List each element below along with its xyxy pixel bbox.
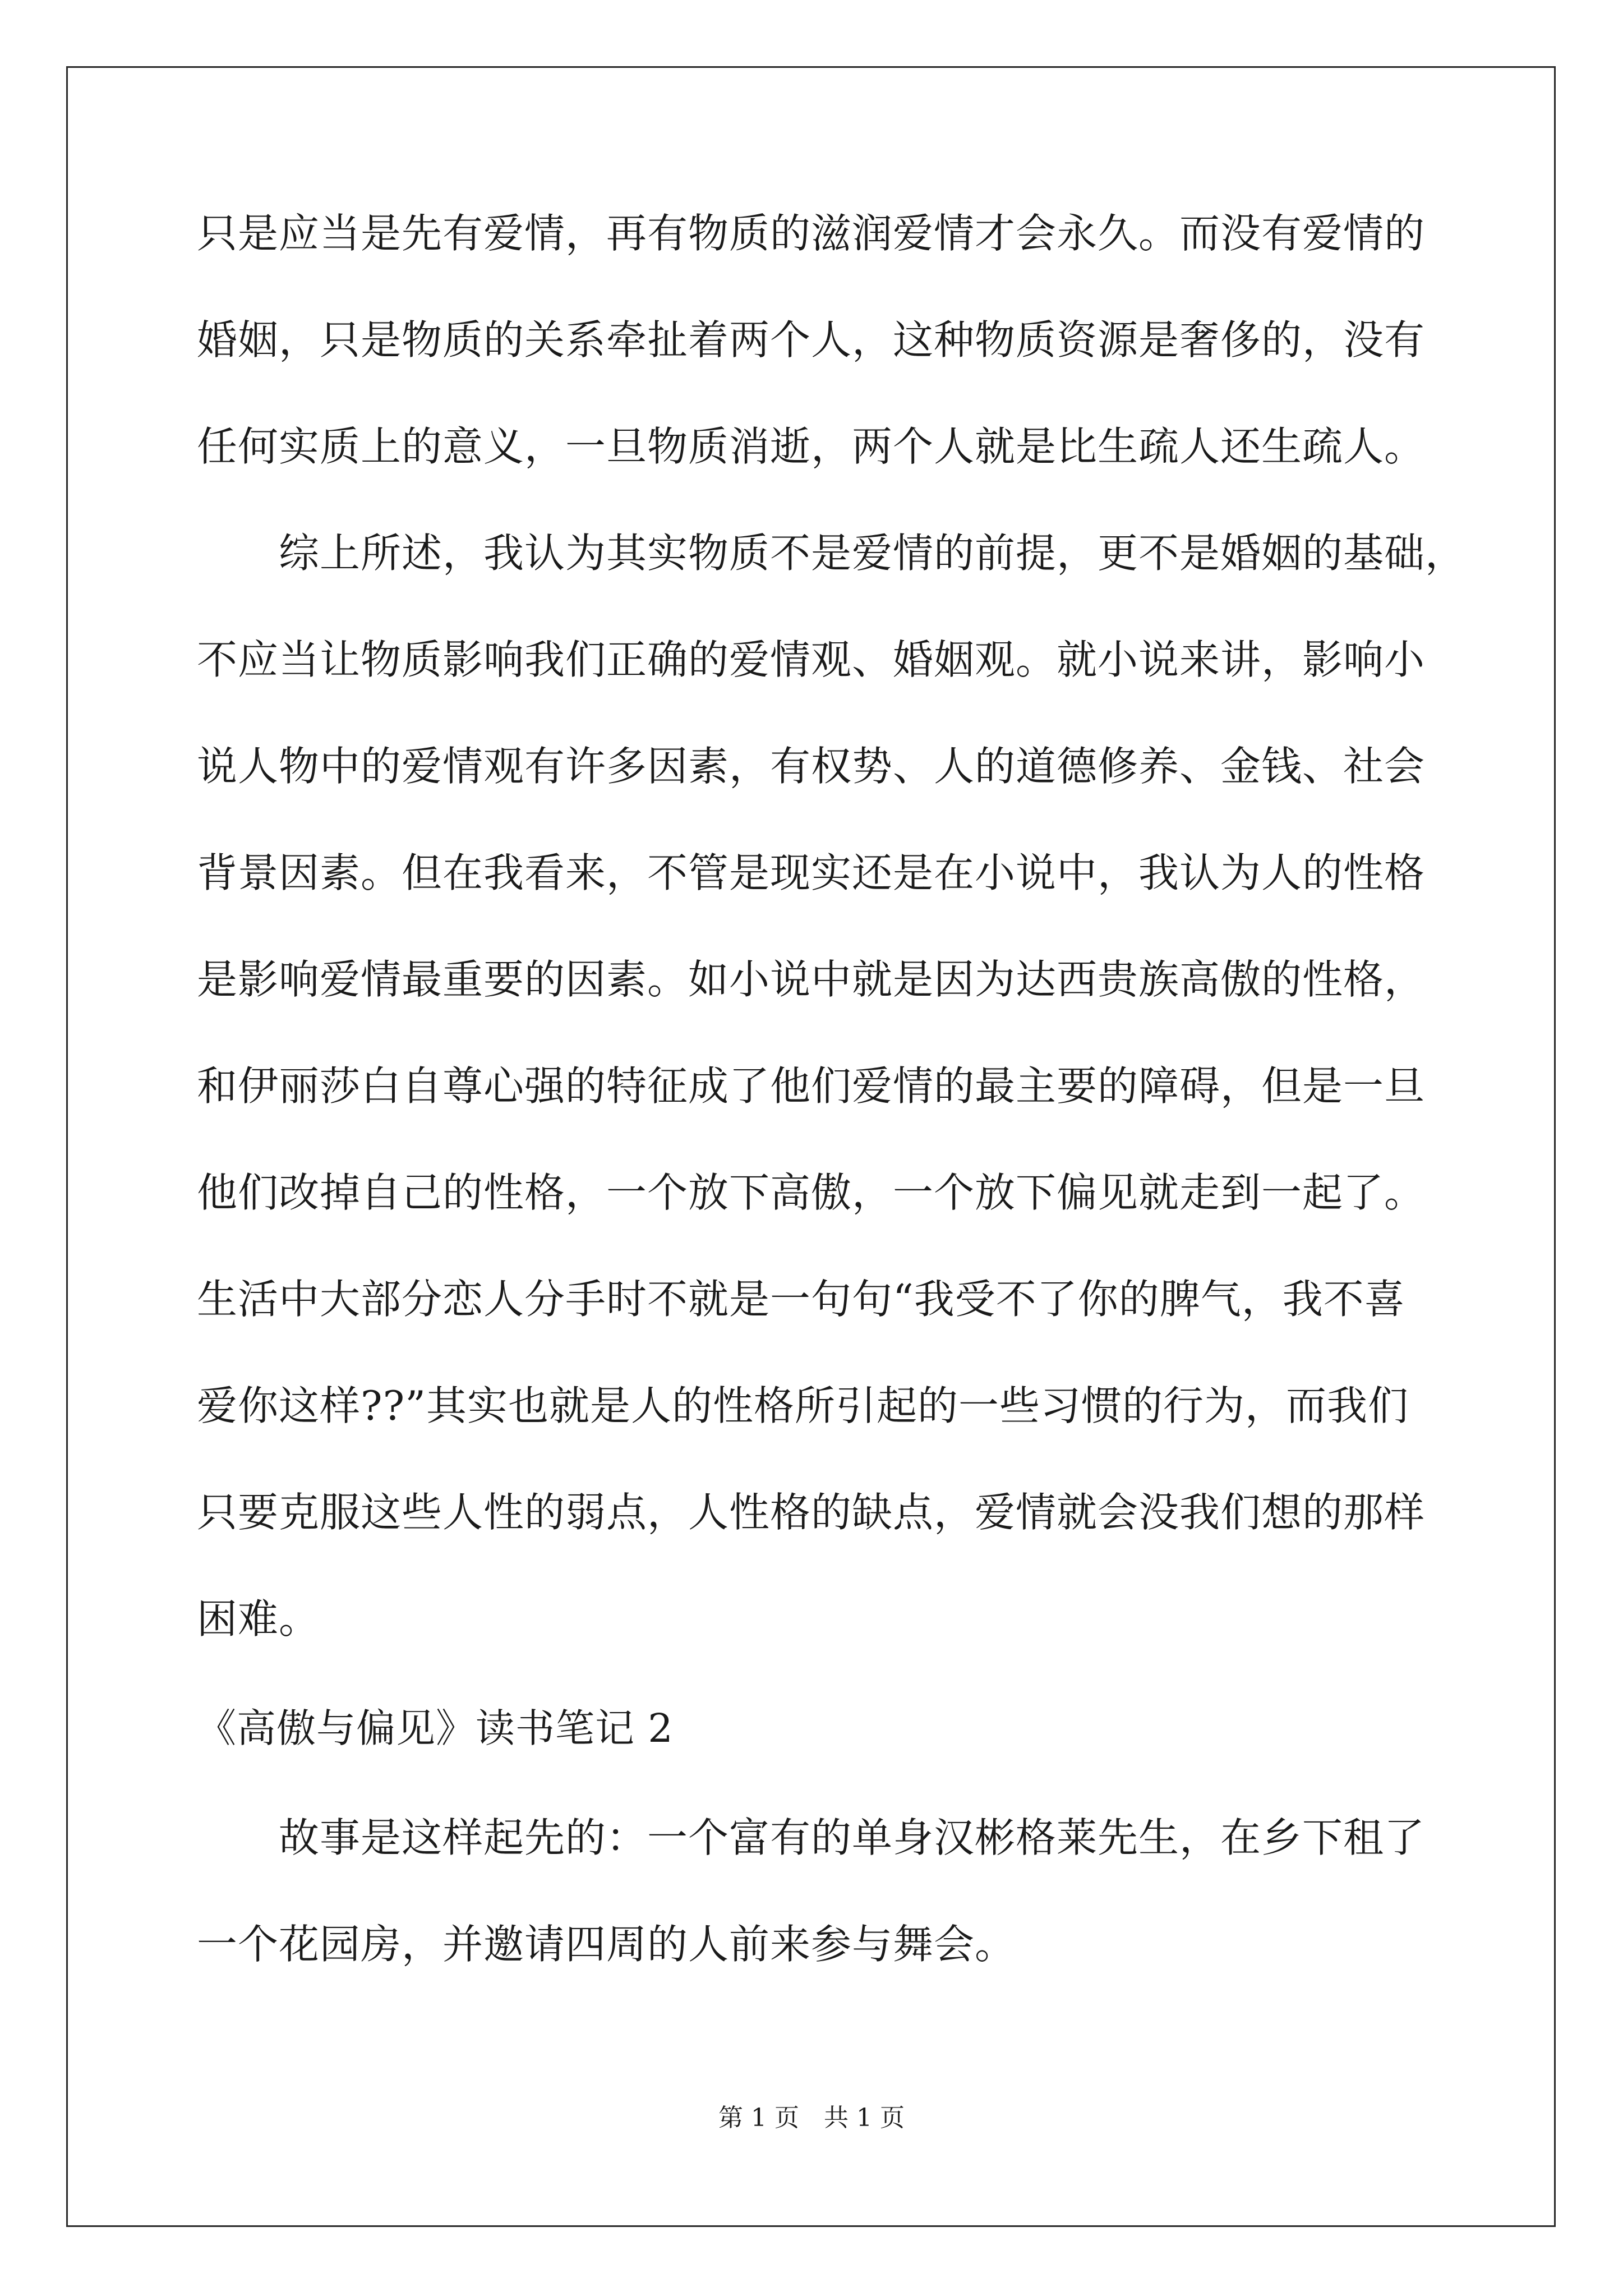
page-number-footer: 第 1 页 共 1 页 xyxy=(718,2104,905,2132)
page-border xyxy=(66,66,1556,2227)
text-line: 只是应当是先有爱情，再有物质的滋润爱情才会永久。而没有爱情的 xyxy=(197,210,1426,257)
text-line: 生活中大部分恋人分手时不就是一句句“我受不了你的脾气，我不喜 xyxy=(197,1276,1405,1323)
text-line: 不应当让物质影响我们正确的爱情观、婚姻观。就小说来讲，影响小 xyxy=(197,636,1426,683)
paragraph-first-line: 故事是这样起先的：一个富有的单身汉彬格莱先生，在乡下租了 xyxy=(279,1814,1426,1861)
text-line: 困难。 xyxy=(197,1595,320,1642)
text-line: 他们改掉自己的性格，一个放下高傲，一个放下偏见就走到一起了。 xyxy=(197,1169,1426,1216)
text-line: 说人物中的爱情观有许多因素，有权势、人的道德修养、金钱、社会 xyxy=(197,743,1426,790)
paragraph-first-line: 综上所述，我认为其实物质不是爱情的前提，更不是婚姻的基础， xyxy=(279,530,1467,577)
text-line: 一个花园房，并邀请四周的人前来参与舞会。 xyxy=(197,1921,1016,1968)
text-line: 只要克服这些人性的弱点，人性格的缺点，爱情就会没我们想的那样 xyxy=(197,1489,1426,1536)
text-line: 婚姻，只是物质的关系牵扯着两个人，这种物质资源是奢侈的，没有 xyxy=(197,316,1426,364)
text-line: 和伊丽莎白自尊心强的特征成了他们爱情的最主要的障碍，但是一旦 xyxy=(197,1062,1426,1110)
text-line: 爱你这样??”其实也就是人的性格所引起的一些习惯的行为，而我们 xyxy=(197,1382,1409,1429)
text-line: 背景因素。但在我看来，不管是现实还是在小说中，我认为人的性格 xyxy=(197,849,1426,896)
text-line: 是影响爱情最重要的因素。如小说中就是因为达西贵族高傲的性格， xyxy=(197,956,1426,1003)
section-heading: 《高傲与偏见》读书笔记 2 xyxy=(197,1705,674,1751)
text-line: 任何实质上的意义，一旦物质消逝，两个人就是比生疏人还生疏人。 xyxy=(197,423,1426,470)
